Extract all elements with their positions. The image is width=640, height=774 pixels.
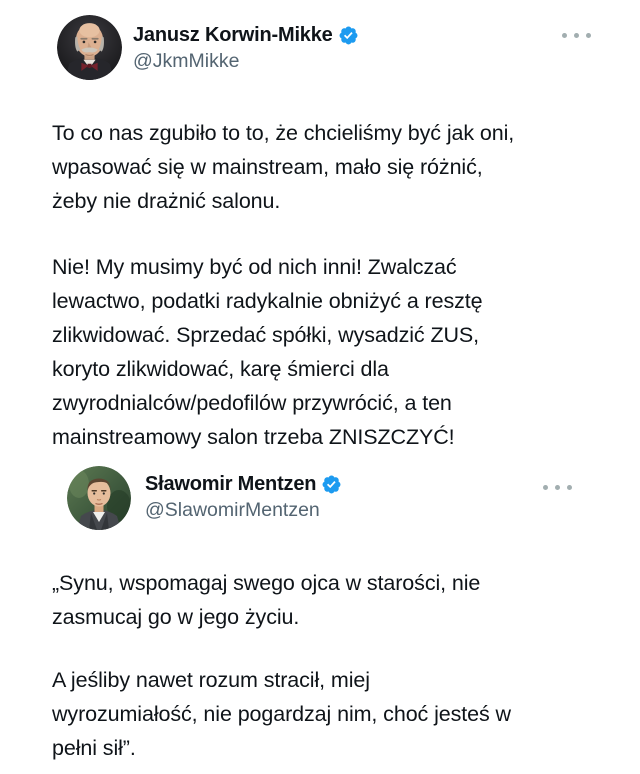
avatar-image — [57, 15, 122, 80]
more-dot — [562, 33, 567, 38]
tweet-text-line: wyrozumiałość, nie pogardzaj nim, choć jesteś w — [52, 702, 511, 726]
tweet-text — [52, 116, 620, 454]
avatar-slawomir-mentzen[interactable] — [67, 466, 131, 530]
tweet-text-line: mainstreamowy salon trzeba ZNISZCZYĆ! — [52, 425, 455, 449]
tweet-paragraph — [52, 566, 620, 634]
tweet-paragraph — [52, 116, 620, 218]
user-name-row — [133, 22, 359, 48]
verified-badge-icon — [338, 25, 359, 46]
verified-badge-icon — [321, 474, 342, 495]
display-name[interactable]: Sławomir Mentzen — [145, 472, 317, 495]
tweet-text-line: Nie! My musimy być od nich inni! Zwalczać — [52, 255, 457, 279]
more-dot — [555, 485, 560, 490]
tweet-paragraph — [52, 663, 620, 765]
display-name[interactable]: Janusz Korwin-Mikke — [133, 23, 333, 46]
tweet-text-line: zwyrodnialców/pedofilów przywrócić, a ten — [52, 391, 452, 415]
tweet-text-line: żeby nie drażnić salonu. — [52, 189, 281, 213]
tweet-text — [52, 566, 620, 765]
tweet-text-line: wpasować się w mainstream, mało się różnić, — [52, 155, 483, 179]
tweet-text-line: A jeśliby nawet rozum stracił, miej — [52, 668, 370, 692]
tweet-text-line: zasmucaj go w jego życiu. — [52, 605, 300, 629]
user-handle[interactable]: @JkmMikke — [133, 50, 240, 72]
tweet-text-line: pełni sił”. — [52, 736, 136, 760]
user-name-row — [145, 471, 342, 497]
avatar-janusz-korwin-mikke[interactable] — [57, 15, 122, 80]
tweet-text-line: „Synu, wspomagaj swego ojca w starości, nie — [52, 571, 481, 595]
more-dot — [574, 33, 579, 38]
avatar-image — [67, 466, 131, 530]
more-options-button[interactable] — [558, 29, 595, 42]
user-handle[interactable]: @SlawomirMentzen — [145, 499, 320, 521]
more-dot — [543, 485, 548, 490]
tweet-text-line: koryto zlikwidować, karę śmierci dla — [52, 357, 389, 381]
tweet-text-line: zlikwidować. Sprzedać spółki, wysadzić ZUS, — [52, 323, 480, 347]
more-dot — [586, 33, 591, 38]
tweet-paragraph — [52, 250, 620, 454]
tweet-text-line: To co nas zgubiło to to, że chcieliśmy być jak oni, — [52, 121, 515, 145]
more-dot — [567, 485, 572, 490]
tweet-text-line: lewactwo, podatki radykalnie obniżyć a resztę — [52, 289, 483, 313]
more-options-button[interactable] — [539, 481, 576, 494]
